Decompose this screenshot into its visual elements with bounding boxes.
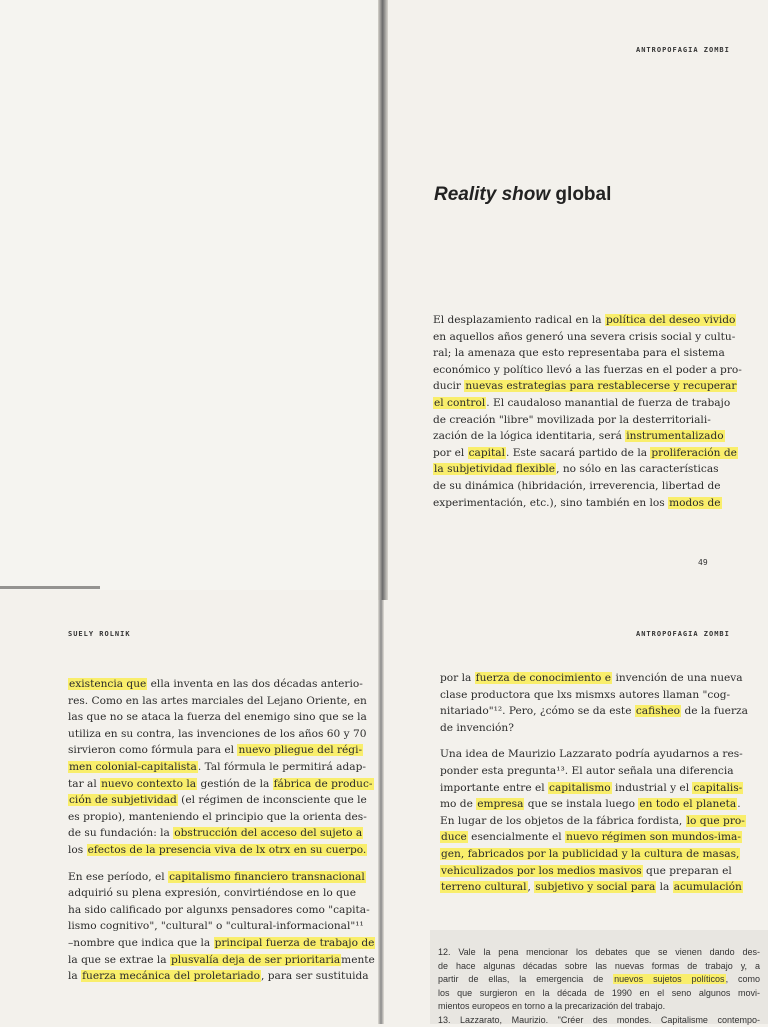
text-line [438,1014,760,1027]
text-run: los [68,844,87,856]
text-run: En lugar de los objetos de la fábrica fordista, [440,815,686,827]
highlighted-text: acumulación [673,881,743,893]
text-run: utiliza en su contra, las invenciones de los años 60 y 70 [68,728,366,740]
text-line [440,763,714,780]
text-line [68,935,342,952]
highlighted-text: empresa [476,798,524,810]
text-line [440,687,714,704]
text-run: res. Como en las artes marciales del Lejano Oriente, en [68,695,367,707]
text-line [68,693,342,710]
book-spine-shadow [378,0,388,600]
text-line [440,796,714,813]
highlighted-text: nuevo régimen son mundos-ima- [565,831,742,843]
text-line [438,973,760,987]
text-line [68,676,342,693]
text-line [440,780,714,797]
text-line [433,495,709,512]
text-line [433,461,709,478]
running-head-top: ANTROPOFAGIA ZOMBI [636,46,730,54]
top-page-body [433,312,709,511]
text-run: experimentación, etc.), sino también en los [433,497,668,509]
text-line [440,829,714,846]
text-run: ponder esta pregunta¹³. El autor señala una diferencia [440,765,734,777]
highlighted-text: subjetivo y social para [534,881,656,893]
chapter-title-rest: global [550,184,611,205]
text-line [440,720,714,737]
highlighted-text: el control [433,397,486,409]
text-run: clase productora que lxs mismxs autores llaman "cog- [440,689,730,701]
highlighted-text: modos de [668,497,721,509]
highlighted-text: plusvalía deja de ser prioritaria [170,954,341,966]
text-line [68,968,342,985]
text-run: los que surgieron en la década de 1990 en el seno algunos movi- [438,988,760,998]
text-run: de la fuerza [681,705,748,717]
highlighted-text: efectos de la presencia viva de lx otrx en su cuerpo. [87,844,368,856]
text-line [433,312,709,329]
text-line [68,825,342,842]
text-line [68,709,342,726]
highlighted-text: principal fuerza de trabajo de [214,937,376,949]
text-line [68,809,342,826]
book-spine-shadow-lower [378,600,384,1024]
page-number: 49 [698,558,708,567]
highlighted-text: nuevos sujetos políticos [613,974,725,984]
highlighted-text: capitalismo [548,782,612,794]
text-run: de creación "libre" movilizada por la desterritoriali- [433,414,711,426]
highlighted-text: fuerza mecánica del proletariado [81,970,261,982]
text-run: de su fundación: la [68,827,173,839]
text-run: la [68,970,81,982]
text-line [68,869,342,886]
highlighted-text: existencia que [68,678,147,690]
footnotes-block [430,930,768,1024]
text-run: por la [440,672,475,684]
text-run: partir de ellas, la emergencia de [438,974,613,984]
text-line [440,813,714,830]
text-run: la [656,881,672,893]
page-fold-edge [0,586,100,589]
text-line [438,960,760,974]
highlighted-text: en todo el planeta [638,798,737,810]
highlighted-text: la subjetividad flexible [433,463,556,475]
text-run: ella inventa en las dos décadas anterio- [147,678,363,690]
highlighted-text: nuevas estrategias para restablecerse y recuperar [464,380,737,392]
highlighted-text: fuerza de conocimiento e [475,672,612,684]
highlighted-text: fábrica de produc- [273,778,374,790]
text-run: de invención? [440,722,514,734]
text-line [433,412,709,429]
text-run: , como [726,974,760,984]
text-run: 13. Lazzarato, Maurizio. "Créer des mondes. Capitalisme contempo- [438,1015,760,1025]
text-run: es propio), manteniendo el principio que la orienta des- [68,811,367,823]
text-run: ha sido calificado por algunxs pensadores como "capita- [68,904,370,916]
text-run: . El caudaloso manantial de fuerza de trabajo [486,397,730,409]
text-line [433,362,709,379]
right-page-body [440,670,714,896]
blank-page-area [0,0,380,590]
highlighted-text: obstrucción del acceso del sujeto a [173,827,363,839]
text-run: ral; la amenaza que esto representaba para el sistema [433,347,725,359]
text-line [433,395,709,412]
highlighted-text: cafisheo [635,705,681,717]
highlighted-text: proliferación de [650,447,738,459]
text-line [433,445,709,462]
text-run: tar al [68,778,100,790]
text-line [433,478,709,495]
left-page-body [68,676,342,985]
text-run: importante entre el [440,782,548,794]
text-line [438,1000,760,1014]
text-run: , para ser sustituida [261,970,369,982]
paragraph-gap [440,736,714,746]
text-run: invención de una nueva [612,672,743,684]
text-run: que preparan el [643,865,732,877]
text-run: mientos europeos en torno a la precarización del trabajo. [438,1001,665,1011]
text-run: –nombre que indica que la [68,937,214,949]
paragraph-gap [68,859,342,869]
highlighted-text: capitalismo financiero transnacional [168,871,366,883]
text-run: , [528,881,535,893]
text-line [433,378,709,395]
text-run: por el [433,447,468,459]
highlighted-text: ción de subjetividad [68,794,178,806]
text-run: El desplazamiento radical en la [433,314,605,326]
text-run: las que no se ataca la fuerza del enemigo sino que se la [68,711,367,723]
highlighted-text: vehiculizados por los medios masivos [440,865,643,877]
text-line [440,746,714,763]
text-run: esencialmente el [468,831,565,843]
text-run: 12. Vale la pena mencionar los debates que se vienen dando des- [438,947,760,957]
highlighted-text: capitalis- [692,782,743,794]
text-line [68,842,342,859]
text-run: económico y político llevó a las fuerzas en el poder a pro- [433,364,742,376]
text-line [68,726,342,743]
running-head-right: ANTROPOFAGIA ZOMBI [636,630,730,638]
text-line [440,703,714,720]
text-line [68,759,342,776]
text-run: lismo cognitivo", "cultural" o "cultural-informacional"¹¹ [68,920,364,932]
text-line [440,879,714,896]
text-run: de su dinámica (hibridación, irreverencia, libertad de [433,480,721,492]
text-line [433,345,709,362]
text-run: que se instala luego [524,798,638,810]
text-line [68,952,342,969]
text-run: (el régimen de inconsciente que le [178,794,367,806]
text-run: en aquellos años generó una severa crisis social y cultu- [433,331,735,343]
highlighted-text: nuevo pliegue del régi- [237,744,363,756]
text-line [440,670,714,687]
text-run: adquirió su plena expresión, convirtiéndose en lo que [68,887,356,899]
highlighted-text: duce [440,831,468,843]
text-line [68,918,342,935]
text-line [433,428,709,445]
text-line [438,946,760,960]
text-run: de hace algunas décadas sobre las nuevas formas de trabajo y, a [438,961,760,971]
highlighted-text: lo que pro- [686,815,746,827]
text-run: sirvieron como fórmula para el [68,744,237,756]
text-line [440,863,714,880]
text-run: la que se extrae la [68,954,170,966]
highlighted-text: instrumentalizado [625,430,724,442]
text-run: . Este sacará partido de la [506,447,650,459]
chapter-title-italic: Reality show [434,184,550,205]
text-run: , no sólo en las características [556,463,719,475]
text-line [68,742,342,759]
text-run: . Tal fórmula le permitirá adap- [198,761,366,773]
highlighted-text: men colonial-capitalista [68,761,198,773]
text-line [68,902,342,919]
text-run: En ese período, el [68,871,168,883]
chapter-title [434,184,611,206]
highlighted-text: nuevo contexto la [100,778,197,790]
text-line [68,885,342,902]
text-line [68,792,342,809]
text-run: ducir [433,380,464,392]
highlighted-text: capital [468,447,506,459]
text-line [438,987,760,1001]
text-run: mente [341,954,375,966]
text-run: . [737,798,740,810]
text-run: industrial y el [612,782,693,794]
highlighted-text: gen, fabricados por la publicidad y la cultura de masas, [440,848,740,860]
text-run: gestión de la [197,778,273,790]
highlighted-text: política del deseo vivido [605,314,736,326]
running-head-left: SUELY ROLNIK [68,630,131,638]
text-run: Una idea de Maurizio Lazzarato podría ayudarnos a res- [440,748,743,760]
text-line [433,329,709,346]
text-line [68,776,342,793]
highlighted-text: terreno cultural [440,881,528,893]
text-run: mo de [440,798,476,810]
text-run: nitariado"¹². Pero, ¿cómo se da este [440,705,635,717]
text-run: zación de la lógica identitaria, será [433,430,625,442]
text-line [440,846,714,863]
